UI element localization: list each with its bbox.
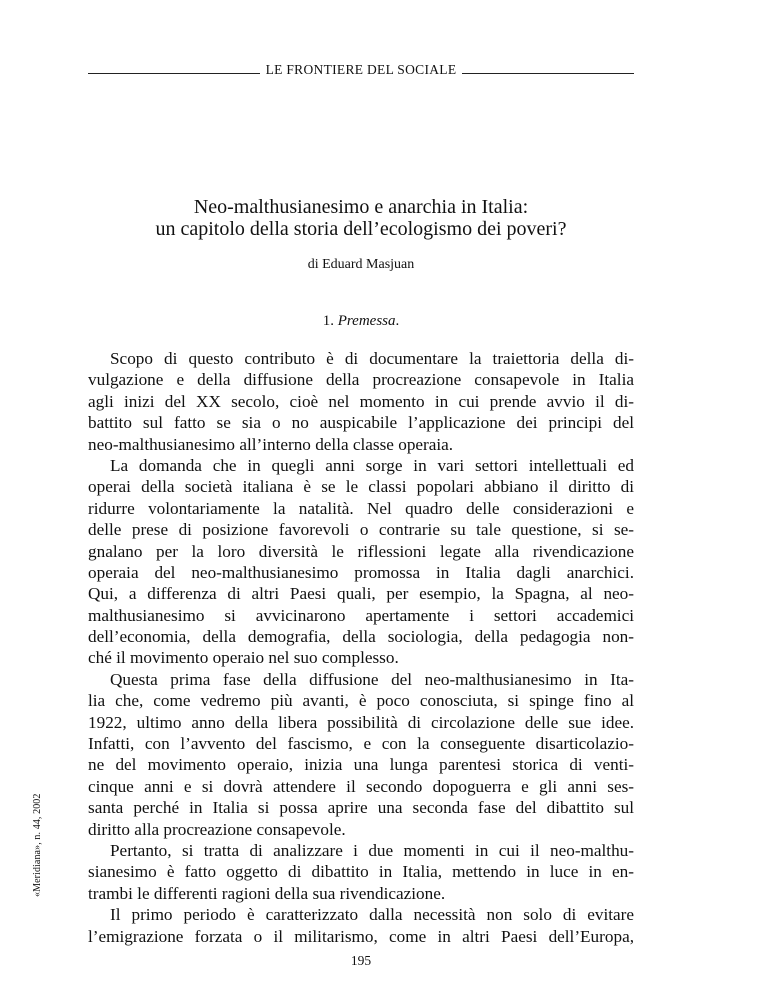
body-line: operai della società italiana è se le classi popolari abbiano il diritto di [88, 477, 634, 497]
body-line: vulgazione e della diffusione della procreazione consapevole in Italia [88, 370, 634, 390]
body-line: Il primo periodo è caratterizzato dalla necessità non solo di evitare [110, 905, 634, 925]
body-line: ché il movimento operaio nel suo complesso. [88, 648, 399, 668]
body-line: cinque anni e si dovrà attendere il secondo dopoguerra e gli anni ses- [88, 776, 634, 796]
body-line: sianesimo è fatto oggetto di dibattito in Italia, mettendo in luce in en- [88, 862, 634, 882]
article-title-line-1: Neo-malthusianesimo e anarchia in Italia: [193, 196, 529, 218]
body-line: santa perché in Italia si possa aprire una seconda fase del dibattito sul [88, 798, 634, 818]
body-line: l’emigrazione forzata o il militarismo, come in altri Paesi dell’Europa, [88, 926, 634, 946]
body-line: trambi le differenti ragioni della sua rivendicazione. [88, 883, 446, 903]
body-line: battito sul fatto se sia o no auspicabile l’applicazione dei principi del [88, 413, 634, 433]
section-punct: . [395, 313, 400, 329]
body-line: agli inizi del XX secolo, cioè nel momento in cui prende avvio il di- [88, 391, 634, 411]
article-title-line-2: un capitolo della storia dell’ecologismo dei poveri? [155, 218, 567, 240]
body-line: ridurre volontariamente la natalità. Nel quadro delle considerazioni e [88, 498, 634, 518]
section-heading [88, 313, 634, 330]
journal-citation: «Meridiana», n. 44, 2002 [32, 793, 43, 897]
body-line: lia che, come vedremo più avanti, è poco conosciuta, si spinge fino al [88, 691, 634, 711]
body-line: Pertanto, si tratta di analizzare i due momenti in cui il neo-malthu- [110, 840, 634, 860]
body-line: delle prese di posizione favorevoli o contrarie su tale questione, si se- [88, 520, 634, 540]
body-line: neo-malthusianesimo all’interno della classe operaia. [88, 434, 454, 454]
body-line: Scopo di questo contributo è di documentare la traiettoria della di- [110, 349, 634, 368]
body-line: ne del movimento operaio, inizia una lunga parentesi storica di venti- [88, 755, 634, 775]
header-rule-left [88, 73, 260, 74]
body-line: dell’economia, della demografia, della sociologia, della pedagogia non- [88, 627, 634, 647]
body-text [88, 348, 634, 947]
body-line: Infatti, con l’avvento del fascismo, e con la conseguente disarticolazio- [88, 734, 634, 754]
body-line: 1922, ultimo anno della libera possibilità di circolazione delle sue idee. [88, 712, 634, 732]
section-title: Premessa [337, 313, 396, 329]
header-section-label: LE FRONTIERE DEL SOCIALE [265, 62, 457, 77]
page-number: 195 [350, 953, 372, 968]
body-line: operaia del neo-malthusianesimo promossa in Italia dagli anarchici. [88, 562, 634, 582]
body-line: malthusianesimo si avvicinarono apertamente i settori accademici [88, 605, 634, 625]
body-line: diritto alla procreazione consapevole. [88, 819, 346, 839]
header-rule-right [462, 73, 634, 74]
body-line: Questa prima fase della diffusione del neo-malthusianesimo in Ita- [110, 669, 634, 689]
body-line: gnalano per la loro diversità le riflessioni legate alla rivendicazione [88, 541, 634, 561]
section-number: 1. [322, 313, 334, 329]
body-line: Qui, a differenza di altri Paesi quali, per esempio, la Spagna, al neo- [88, 584, 634, 604]
running-header [88, 62, 634, 78]
body-line: La domanda che in quegli anni sorge in vari settori intellettuali ed [110, 455, 634, 475]
article-author: di Eduard Masjuan [307, 257, 415, 272]
article-title [88, 196, 634, 240]
